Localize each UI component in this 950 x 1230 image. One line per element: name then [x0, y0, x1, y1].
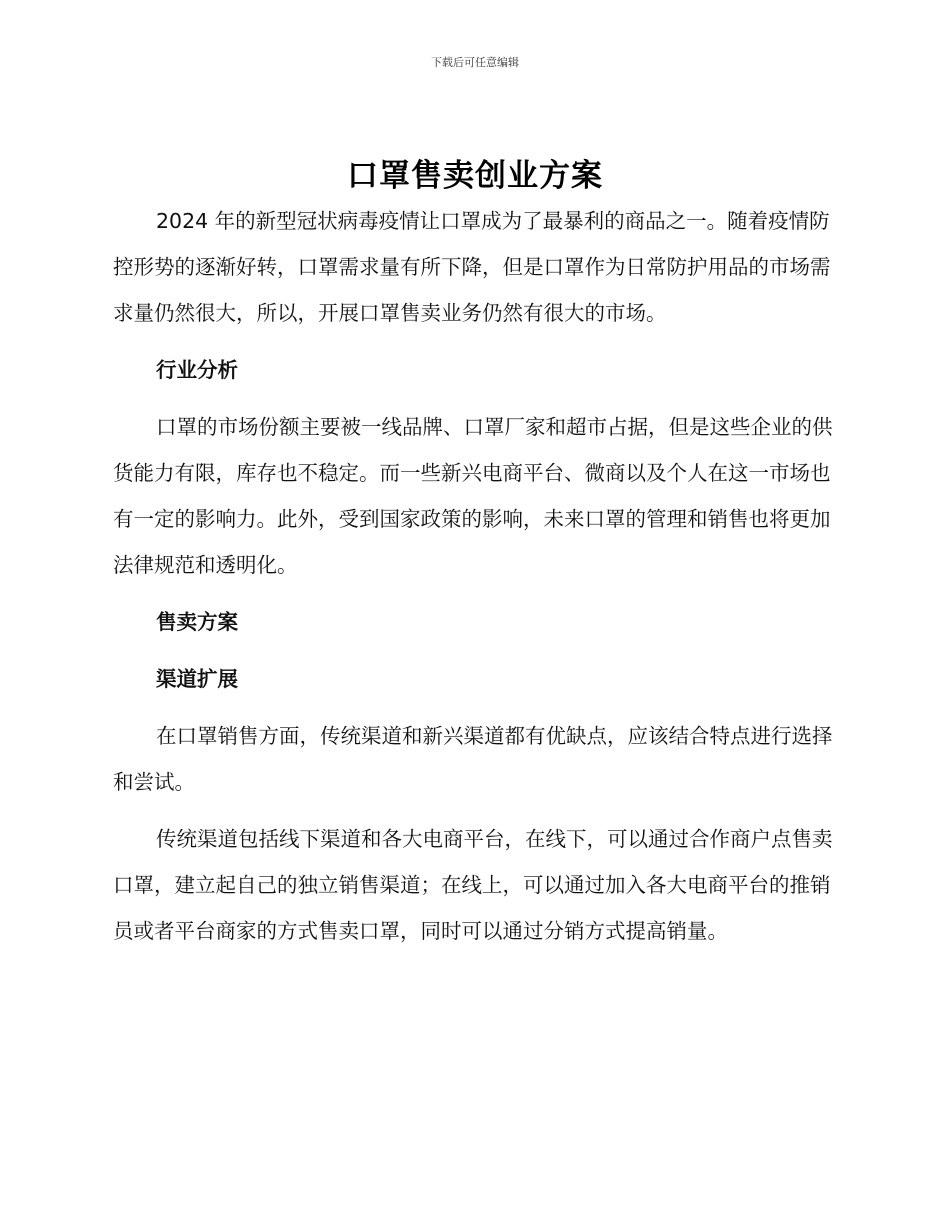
traditional-channel-paragraph: 传统渠道包括线下渠道和各大电商平台，在线下，可以通过合作商户点售卖口罩，建立起自己的独立销售渠道；在线上，可以通过加入各大电商平台的推销员或者平台商家的方式售卖口罩，同时可以通过分销方式提高销量。 — [113, 827, 833, 943]
header-note: 下载后可任意编辑 — [431, 56, 519, 69]
intro-paragraph: 2024 年的新型冠状病毒疫情让口罩成为了最暴利的商品之一。随着疫情防控形势的逐渐好转，口罩需求量有所下降，但是口罩作为日常防护用品的市场需求量仍然很大，所以，开展口罩售卖业务仍然有很大的市场。 — [113, 209, 831, 325]
channel-paragraph: 在口罩销售方面，传统渠道和新兴渠道都有优缺点，应该结合特点进行选择和尝试。 — [113, 724, 833, 794]
section-heading-channel-expansion: 渠道扩展 — [156, 667, 238, 691]
industry-analysis-paragraph: 口罩的市场份额主要被一线品牌、口罩厂家和超市占据，但是这些企业的供货能力有限，库存也不稳定。而一些新兴电商平台、微商以及个人在这一市场也有一定的影响力。此外，受到国家政策的影响，未来口罩的管理和销售也将更加法律规范和透明化。 — [113, 415, 833, 577]
document-body — [113, 198, 837, 965]
section-heading-industry-analysis: 行业分析 — [156, 358, 238, 382]
section-heading-sales-plan: 售卖方案 — [156, 610, 238, 634]
document-title: 口罩售卖创业方案 — [347, 158, 603, 194]
